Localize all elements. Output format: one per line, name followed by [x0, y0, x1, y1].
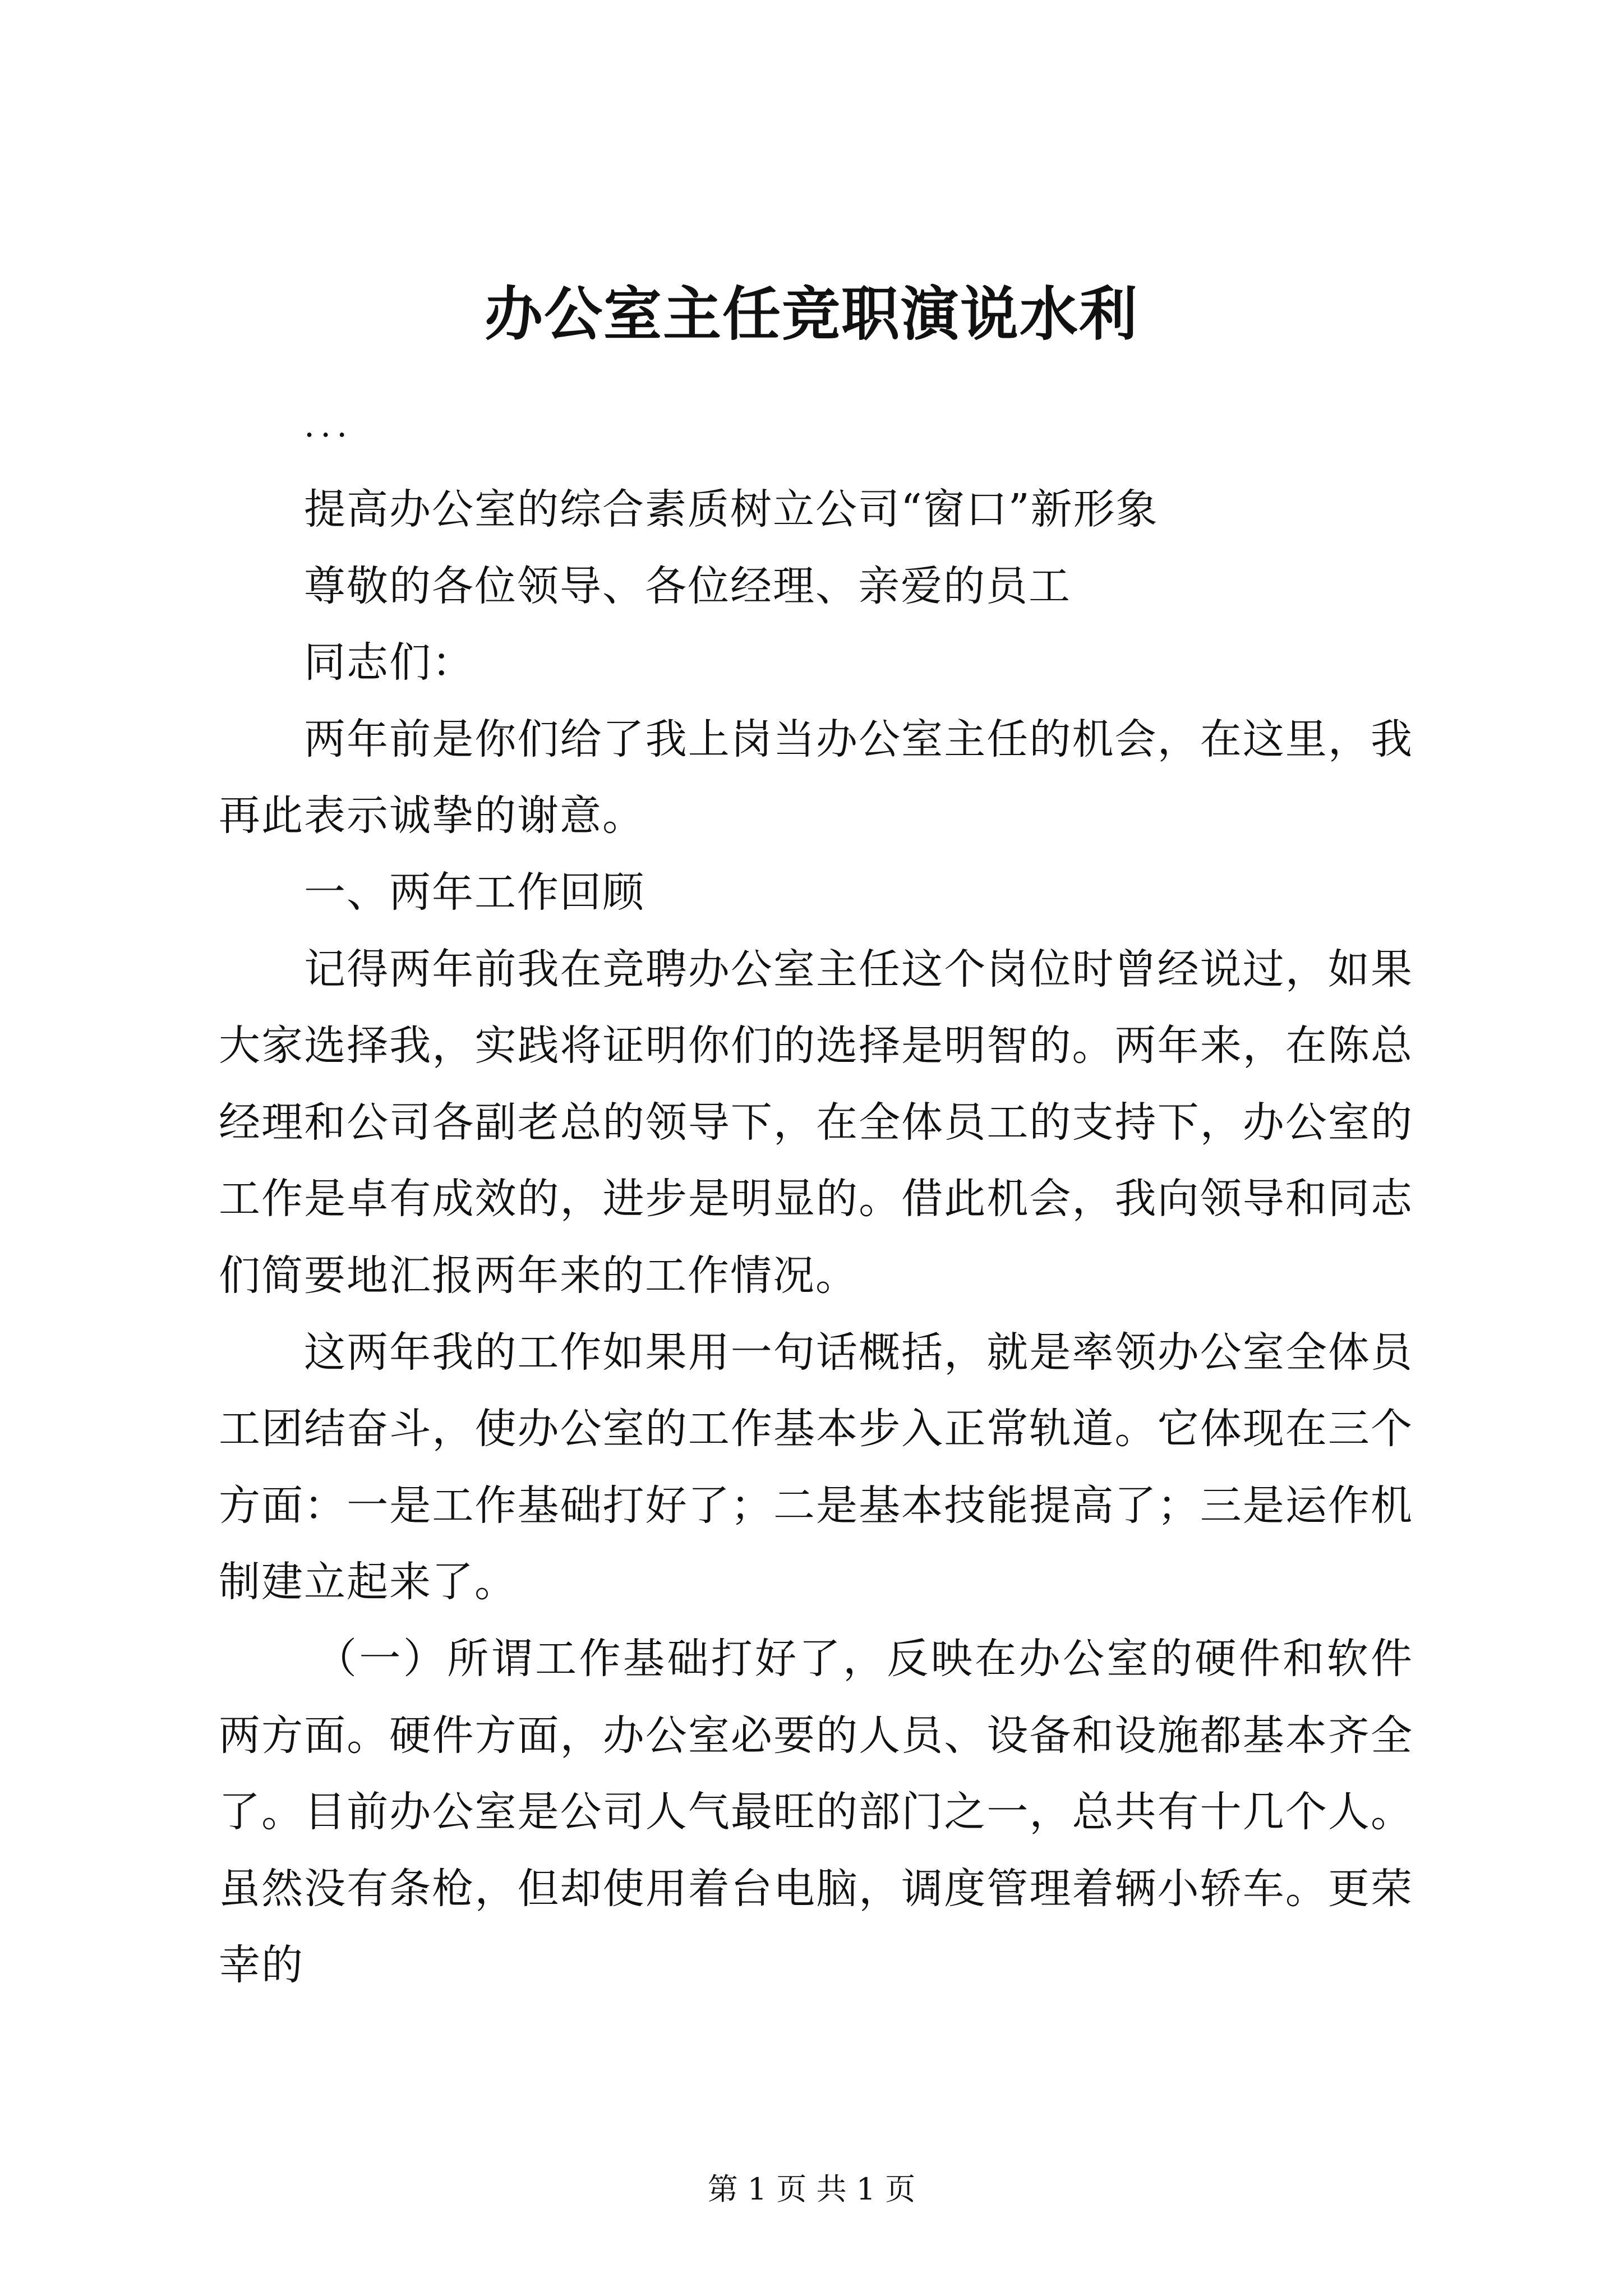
- paragraph-thanks: 两年前是你们给了我上岗当办公室主任的机会，在这里，我再此表示诚挚的谢意。: [219, 715, 1413, 840]
- section-heading-review: 一、两年工作回顾: [304, 868, 645, 917]
- paragraph-subtitle: 提高办公室的综合素质树立公司“窗口”新形象: [304, 485, 1159, 533]
- paragraph-comrades: 同志们：: [304, 638, 474, 687]
- paragraph-review: 记得两年前我在竞聘办公室主任这个岗位时曾经说过，如果大家选择我，实践将证明你们的选择是明智的。两年来，在陈总经理和公司各副老总的领导下，在全体员工的支持下，办公室的工作是卓有成效的，进步是明显的。借此机会，我向领导和同志们简要地汇报两年来的工作情况。: [219, 945, 1413, 1300]
- paragraph-foundation: （一）所谓工作基础打好了，反映在办公室的硬件和软件两方面。硬件方面，办公室必要的人员、设备和设施都基本齐全了。目前办公室是公司人气最旺的部门之一，总共有十几个人。虽然没有条枪，但却使用着台电脑，调度管理着辆小轿车。更荣幸的: [219, 1634, 1413, 1990]
- document-title: 办公室主任竞职演说水利: [484, 279, 1138, 348]
- document-body: [219, 471, 1413, 2004]
- ellipsis-marker: ...: [304, 406, 353, 445]
- paragraph-salutation: 尊敬的各位领导、各位经理、亲爱的员工: [304, 562, 1071, 610]
- paragraph-summary: 这两年我的工作如果用一句话概括，就是率领办公室全体员工团结奋斗，使办公室的工作基本步入正常轨道。它体现在三个方面：一是工作基础打好了；二是基本技能提高了；三是运作机制建立起来了。: [219, 1328, 1413, 1607]
- page-footer: 第 1 页 共 1 页: [707, 2171, 916, 2207]
